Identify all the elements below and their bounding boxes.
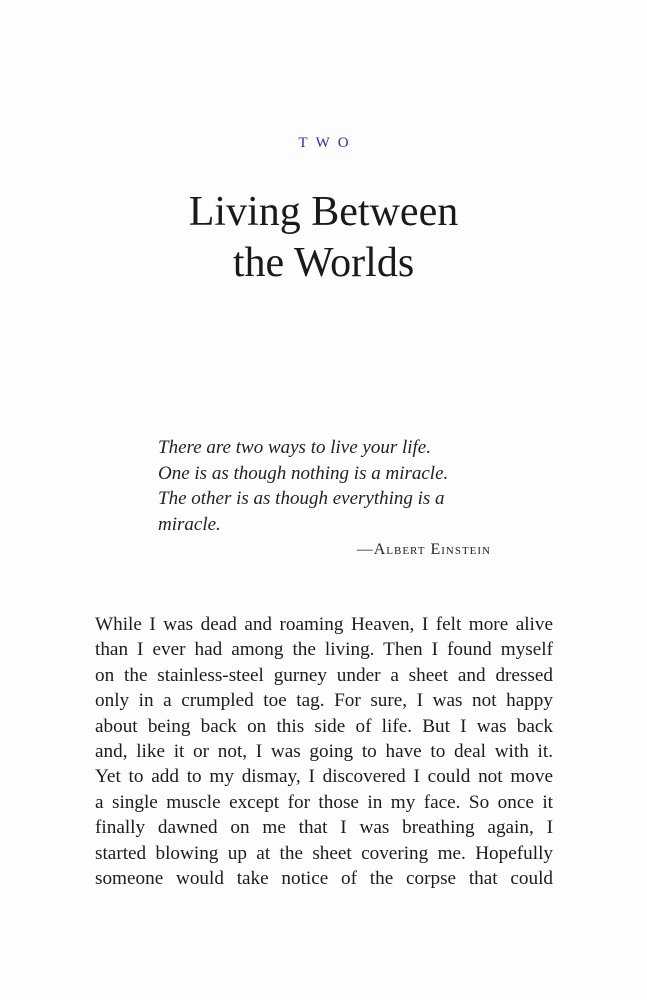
chapter-number-label: TWO: [298, 135, 357, 151]
body-line: on the stainless-steel gurney under a sheet and dressed: [95, 664, 553, 686]
body-line: finally dawned on me that I was breathing again, I: [95, 817, 553, 839]
body-line: started blowing up at the sheet covering me. Hopefully: [95, 842, 553, 864]
body-paragraph: [95, 612, 553, 891]
epigraph-line: miracle.: [158, 513, 221, 535]
chapter-title-line: Living Between: [188, 189, 459, 235]
body-line: While I was dead and roaming Heaven, I felt more alive: [95, 614, 553, 635]
epigraph-quote: [158, 435, 498, 537]
epigraph-line: One is as though nothing is a miracle.: [158, 462, 449, 484]
chapter-title: [0, 187, 647, 289]
body-line: and, like it or not, I was going to have to deal with it.: [95, 740, 553, 762]
body-line: someone would take notice of the corpse that could: [95, 867, 553, 889]
body-line: about being back on this side of life. But I was back: [95, 715, 553, 737]
body-line: only in a crumpled toe tag. For sure, I was not happy: [95, 690, 553, 712]
epigraph-attribution: —Albert Einstein: [356, 541, 491, 558]
body-line: than I ever had among the living. Then I found myself: [95, 639, 553, 661]
epigraph-line: The other is as though everything is a: [158, 488, 445, 509]
epigraph-line: There are two ways to live your life.: [158, 437, 431, 458]
body-line: Yet to add to my dismay, I discovered I could not move: [95, 766, 553, 788]
body-line: a single muscle except for those in my face. So once it: [95, 791, 553, 813]
chapter-title-line: the Worlds: [232, 240, 415, 286]
